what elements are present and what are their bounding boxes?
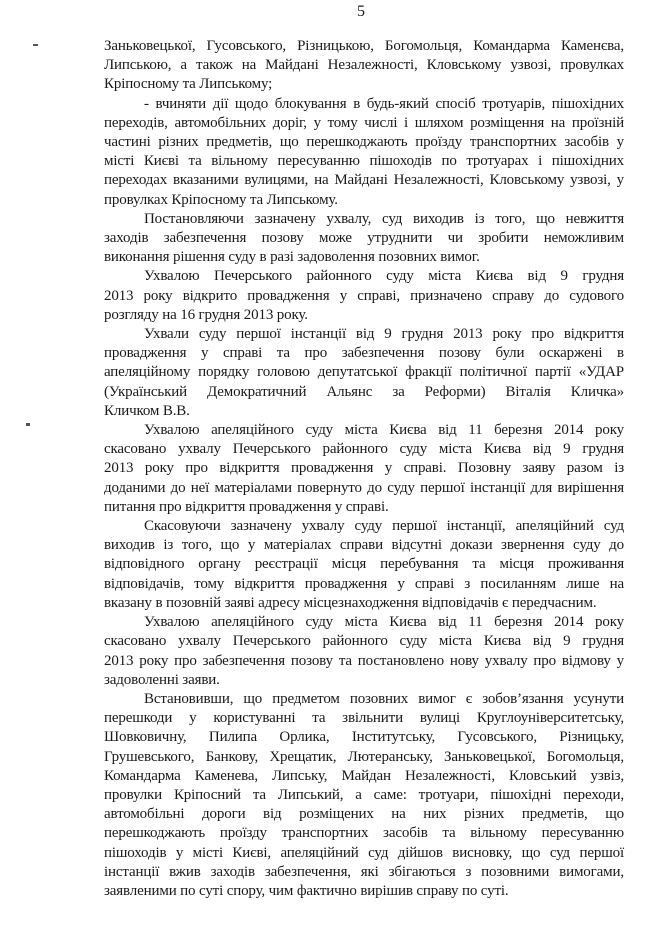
text-line: Кличком В.В. [104, 402, 190, 419]
text-line: 2013 року про забезпечення позову та постановлено нову ухвалу про відмову у [104, 652, 624, 669]
text-line: скасовано ухвалу Печерського районного суду міста Києва від 9 грудня [104, 441, 624, 458]
text-line: виконання рішення суду в разі задоволення позовних вимог. [104, 249, 480, 266]
text-line: Встановивши, що предметом позовних вимог є зобов’язання усунути [144, 690, 624, 707]
text-line: перешкоджають проїзду транспортних засобів та вільному пересуванню [104, 825, 624, 842]
paragraph [104, 517, 624, 613]
text-line: розгляду на 16 грудня 2013 року. [104, 306, 308, 323]
text-line: вказану в позовній заяві адресу місцезнаходження відповідачів є передчасним. [104, 594, 597, 611]
paragraph [104, 267, 624, 325]
paragraph [104, 325, 624, 421]
text-line: провадження у справі та про забезпечення позову були оскаржені в [104, 345, 624, 362]
text-line: Ухвалою апеляційного суду міста Києва від 11 березня 2014 року [144, 422, 624, 439]
text-line: пішоходів у місті Києві, апеляційний суд дійшов висновку, що суд першої [104, 844, 624, 861]
text-line: питання про відкриття провадження у справі. [104, 498, 389, 515]
page-number: 5 [357, 3, 365, 20]
text-line: задоволенні заяви. [104, 671, 220, 688]
text-line: Кріпосному та Липському; [104, 76, 273, 93]
text-line: Грушевського, Банкову, Хрещатик, Лютеранську, Заньковецької, Богомольця, [104, 748, 624, 765]
text-line: скасовано ухвалу Печерського районного суду міста Києва від 9 грудня [104, 633, 624, 650]
text-line: відповідачів, тому відкриття провадження у справі з посиланням лише на [104, 575, 624, 592]
text-line: Шовковичну, Пилипа Орлика, Інститутську, Гусовського, Різницьку, [104, 729, 624, 746]
text-line: 2013 року про відкриття провадження у справі. Позовну заяву разом із [104, 460, 624, 477]
text-line: Скасовуючи зазначену ухвалу суду першої інстанції, апеляційний суд [144, 518, 624, 535]
text-line: Постановляючи зазначену ухвалу, суд виходив із того, що невжиття [144, 210, 624, 227]
text-line: Заньковецької, Гусовського, Різницькою, Богомольця, Командарма Каменєва, [104, 38, 624, 54]
text-line: доданими до неї матеріалами повернуто до суду першої інстанції для вирішення [104, 479, 624, 496]
text-line: 2013 року відкрито провадження у справі, призначено справу до судового [104, 287, 624, 304]
text-line: апеляційному порядку головою депутатської фракції політичної партії «УДАР [104, 364, 624, 381]
text-line: - вчиняти дії щодо блокування в будь-який спосіб тротуарів, пішохідних [144, 95, 624, 112]
text-line: відповідного органу реєстрації місця перебування та місця проживання [104, 556, 624, 573]
paragraph [104, 95, 624, 210]
text-line: Липською, а також на Майдані Незалежності, Кловському узвозі, провулках [104, 57, 624, 74]
text-line: виходив із того, що у матеріалах справи відсутні докази звернення суду до [104, 537, 624, 554]
paragraph [104, 37, 624, 95]
text-line: заходів забезпечення позову може утруднити чи зробити неможливим [104, 230, 624, 247]
text-line: перешкоди у користуванні та звільнити вулиці Круглоуніверситетську, [104, 710, 624, 727]
text-line: (Український Демократичний Альянс за Реформи) Віталія Кличка» [104, 383, 624, 400]
text-line: переходах вказаними вулицями, на Майдані Незалежності, Кловському узвозі, у [104, 172, 624, 189]
document-body [104, 37, 624, 901]
text-line: провулки Кріпосний та Липський, а саме: тротуари, пішохідні переходи, [104, 786, 624, 803]
paragraph [104, 421, 624, 517]
paragraph [104, 690, 624, 901]
text-line: провулках Кріпосному та Липському. [104, 191, 338, 208]
text-line: частині різних предметів, що перешкоджають проїзду транспортних засобів у [104, 134, 624, 151]
scan-mark [33, 44, 38, 46]
text-line: переходів, автомобільних доріг, у тому числі і шляхом розміщення на проїзній [104, 114, 624, 131]
text-line: Ухвалою апеляційного суду міста Києва від 11 березня 2014 року [144, 614, 624, 631]
scan-mark [26, 423, 30, 426]
text-line: Ухвали суду першої інстанції від 9 грудня 2013 року про відкриття [144, 326, 624, 343]
paragraph [104, 210, 624, 268]
text-line: заявленими по суті спору, чим фактично вирішив справу по суті. [104, 882, 509, 899]
text-line: інстанції вжив заходів забезпечення, які збігаються з позовними вимогами, [104, 863, 624, 880]
paragraph [104, 613, 624, 690]
text-line: Командарма Каменева, Липську, Майдан Незалежності, Кловський узвіз, [104, 767, 624, 784]
text-line: Ухвалою Печерського районного суду міста Києва від 9 грудня [144, 268, 624, 285]
text-line: місті Києві та вільному пересуванню пішоходів по тротуарах і пішохідних [104, 153, 624, 170]
text-line: автомобільні дороги від розміщених на них різних предметів, що [104, 806, 624, 823]
